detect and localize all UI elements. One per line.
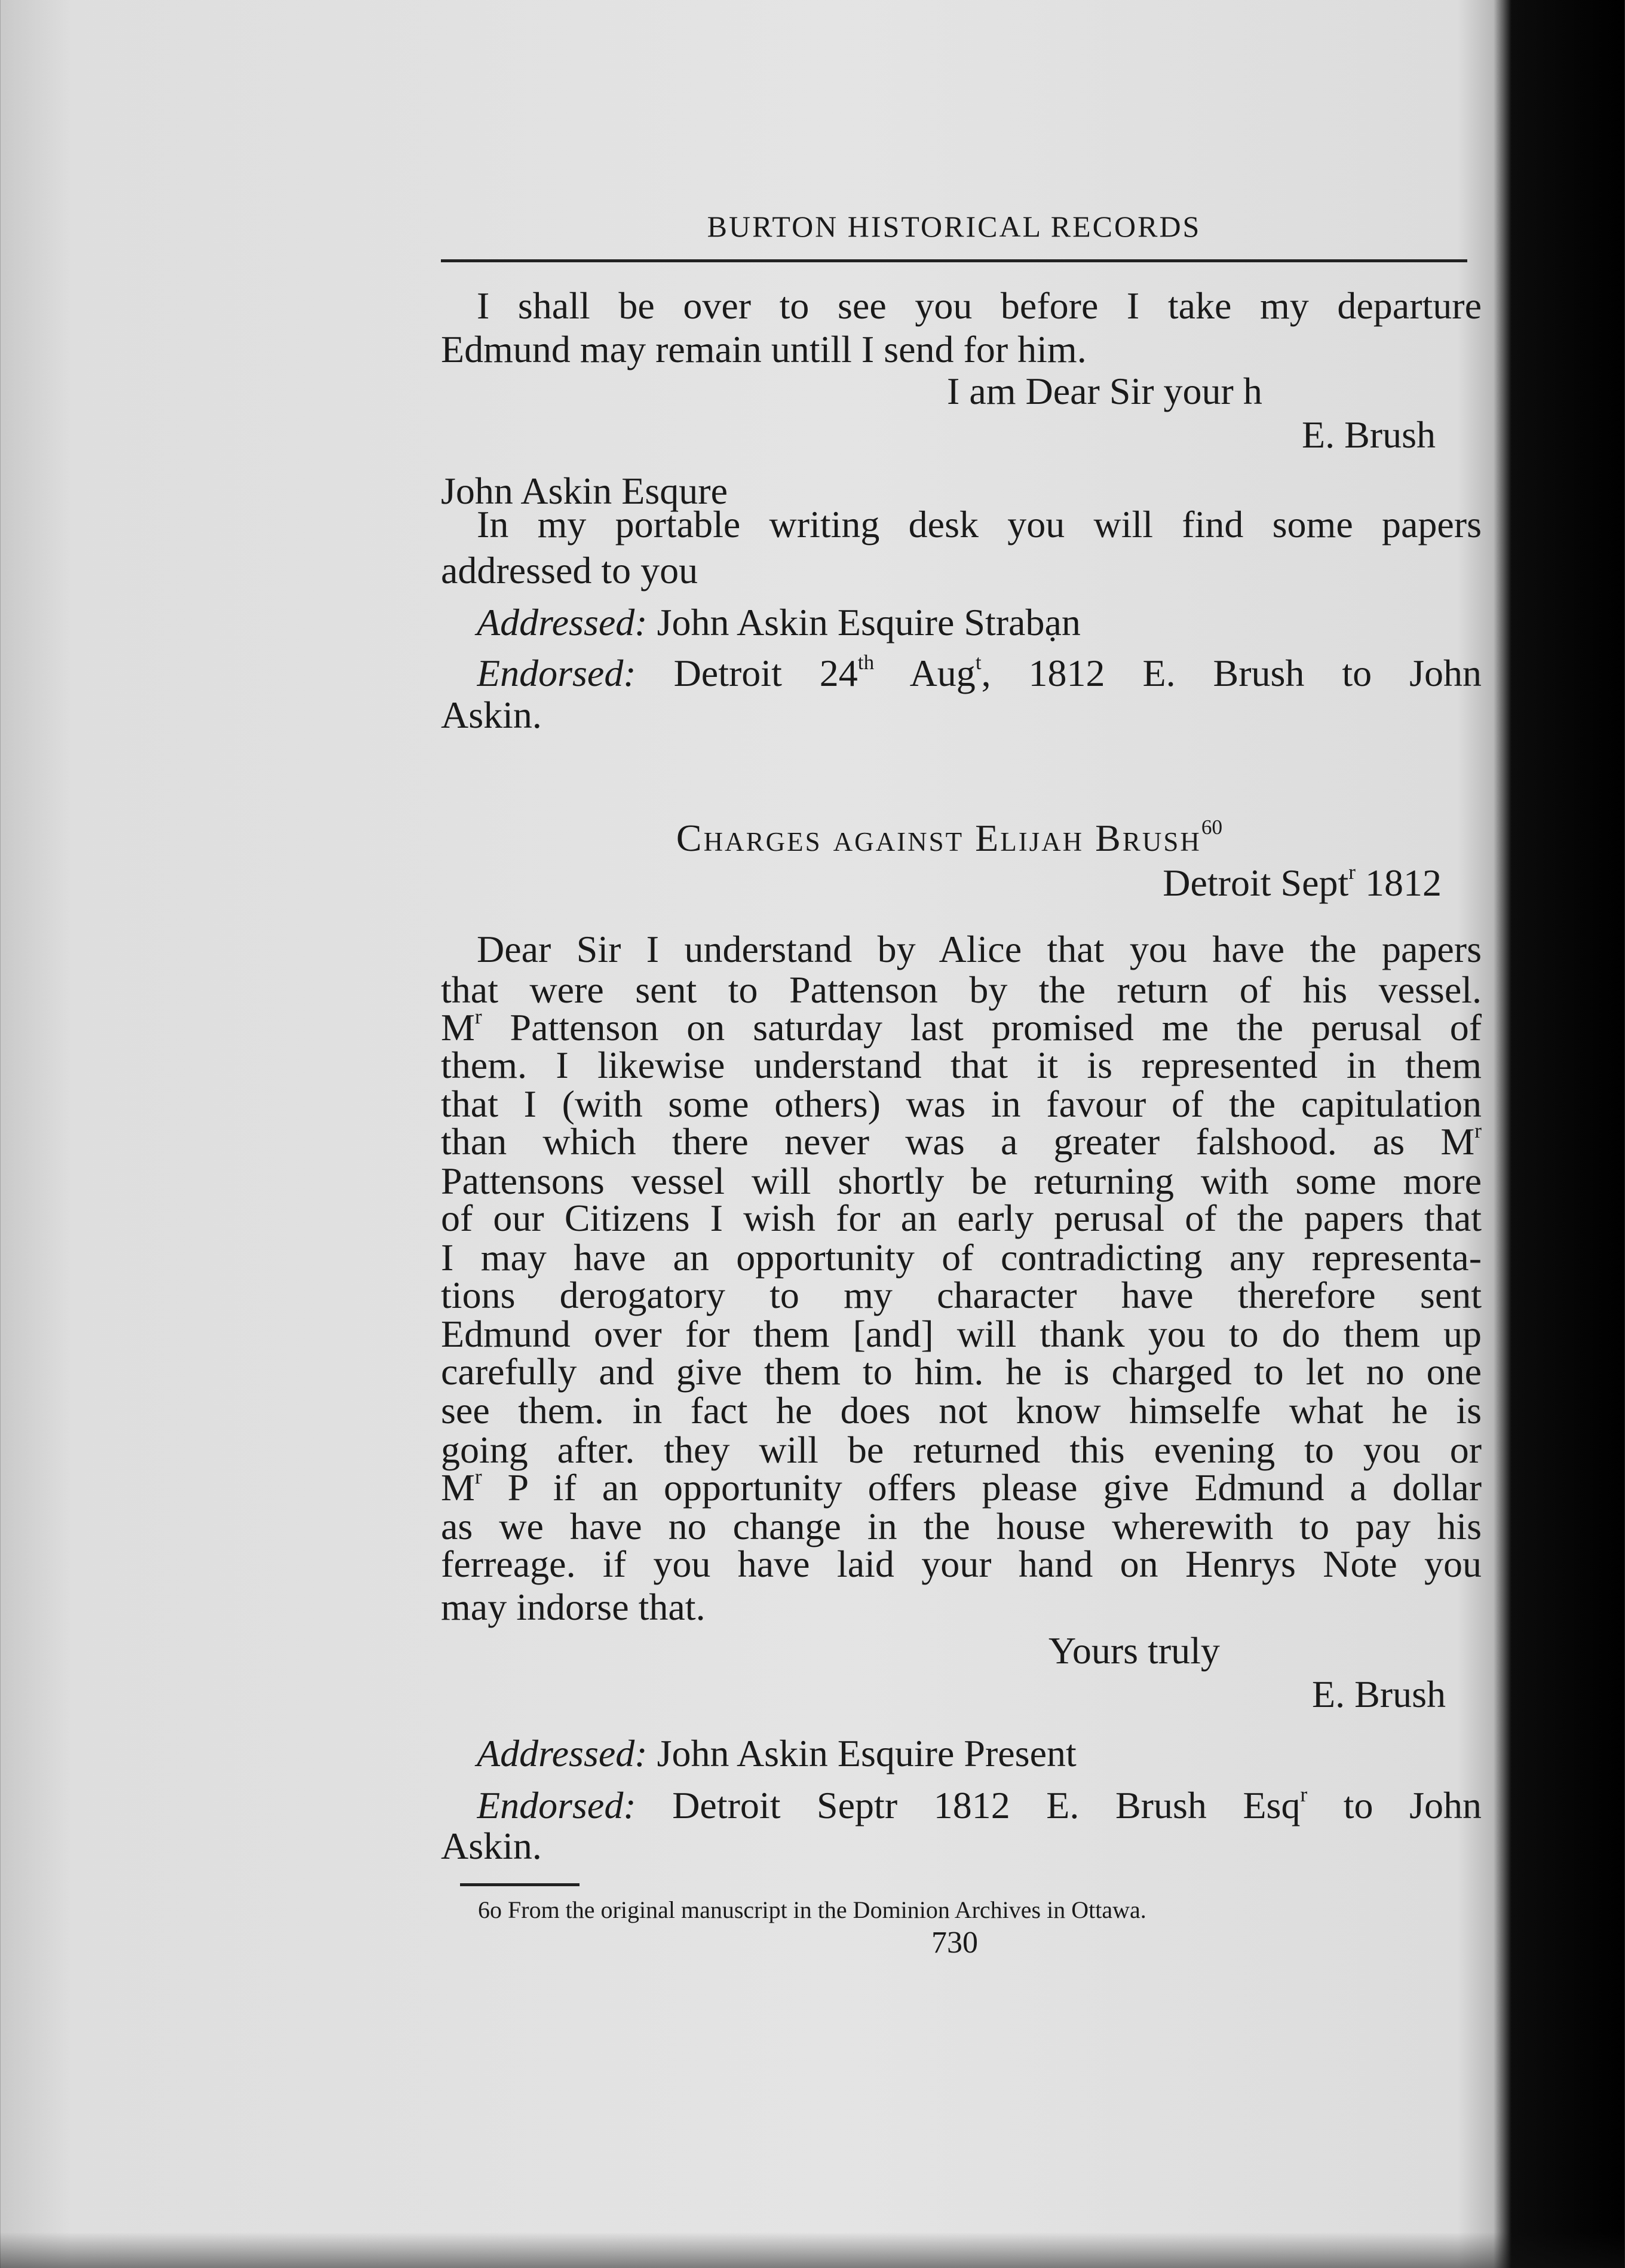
text-line <box>441 1542 1482 1586</box>
text-run: John Askin Esquire Strabạn <box>647 601 1081 643</box>
superscript: th <box>857 651 875 674</box>
text-line <box>441 1273 1482 1317</box>
text-run: Pattensons vessel will shortly be returning with some more <box>441 1160 1482 1202</box>
text-line <box>441 1466 1482 1509</box>
text-line <box>477 1783 1482 1827</box>
text-run: In my portable writing desk you will find some papers <box>477 503 1482 545</box>
text-run: going after. they will be returned this evening to you or <box>441 1429 1482 1471</box>
text-line <box>441 327 1482 371</box>
italic-label: Endorsed: <box>477 1784 636 1826</box>
superscript: r <box>1300 1783 1308 1806</box>
text-run: of our Citizens I wish for an early perusal of the papers that <box>441 1197 1482 1239</box>
text-run: may indorse that. <box>441 1586 706 1628</box>
text-run: Detroit Sept <box>1163 862 1349 904</box>
text-line <box>441 1585 1482 1629</box>
text-line <box>947 369 1425 413</box>
text-run: Detroit 24 <box>636 652 858 694</box>
italic-label: Addressed: <box>477 601 648 643</box>
text-line <box>441 1389 1482 1432</box>
text-run: M <box>441 1006 475 1049</box>
text-line <box>477 927 1482 971</box>
text-line <box>441 548 1482 592</box>
text-line <box>1048 1629 1526 1672</box>
superscript: r <box>474 1466 482 1488</box>
text-run: see them. in fact he does not know himselfe what he is <box>441 1389 1482 1432</box>
text-line <box>441 1043 1482 1087</box>
text-run: , 1812 E. Brush to John <box>981 652 1482 694</box>
text-line <box>477 502 1482 546</box>
superscript: r <box>1474 1120 1482 1142</box>
text-line <box>441 861 1442 905</box>
footnote-rule <box>460 1883 580 1886</box>
text-run: P if an opportunity offers please give Edmund a dollar <box>482 1466 1482 1509</box>
text-run: John Askin Esquire Present <box>647 1732 1077 1774</box>
text-line <box>477 284 1482 327</box>
scan-shadow <box>0 2232 1625 2268</box>
footnote: 6o From the original manuscript in the Dominion Archives in Ottawa. <box>478 1896 1146 1923</box>
text-run: to John <box>1307 1784 1482 1826</box>
text-line <box>441 1672 1446 1716</box>
text-run: I may have an opportunity of contradicting any representa- <box>441 1236 1482 1279</box>
text-line <box>441 1120 1482 1163</box>
text-run: ferreage. if you have laid your hand on Henrys Note you <box>441 1543 1482 1585</box>
text-run: Charges against Elijah Brush <box>676 817 1201 859</box>
text-run: M <box>441 1466 475 1509</box>
text-run: that I (with some others) was in favour of the capitulation <box>441 1083 1482 1125</box>
running-head: BURTON HISTORICAL RECORDS <box>707 210 1201 243</box>
section-heading <box>441 816 1458 860</box>
italic-label: Endorsed: <box>477 652 636 694</box>
text-line <box>441 1350 1482 1393</box>
text-run: Yours truly <box>1048 1629 1220 1672</box>
text-run: tions derogatory to my character have therefore sent <box>441 1274 1482 1316</box>
text-line <box>477 651 1482 695</box>
text-run: Detroit Septr 1812 E. Brush Esq <box>636 1784 1301 1826</box>
text-line <box>441 1824 1482 1868</box>
text-run: than which there never was a greater falshood. as M <box>441 1120 1475 1163</box>
text-run: I am Dear Sir your h <box>947 370 1262 412</box>
superscript: r <box>474 1006 482 1028</box>
superscript: t <box>975 651 982 674</box>
text-run: that were sent to Pattenson by the return of his vessel. <box>441 969 1482 1011</box>
text-run: 1812 <box>1356 862 1442 904</box>
text-run: addressed to you <box>441 549 698 591</box>
text-run: as we have no change in the house wherewith to pay his <box>441 1505 1482 1547</box>
text-line <box>441 693 1482 737</box>
text-run: Edmund may remain untill I send for him. <box>441 328 1087 370</box>
text-run: Askin. <box>441 694 542 736</box>
text-run: Pattenson on saturday last promised me the perusal of <box>482 1006 1482 1049</box>
italic-label: Addressed: <box>477 1732 648 1774</box>
text-run: them. I likewise understand that it is represented in them <box>441 1044 1482 1086</box>
text-line <box>441 1196 1482 1240</box>
superscript: r <box>1348 860 1356 884</box>
header-rule <box>441 259 1467 262</box>
page-number: 730 <box>931 1926 978 1960</box>
superscript: 60 <box>1201 815 1223 839</box>
text-run: E. Brush <box>1312 1673 1446 1715</box>
text-run: E. Brush <box>1302 413 1436 456</box>
text-run: carefully and give them to him. he is charged to let no one <box>441 1350 1482 1393</box>
text-line <box>477 1731 1517 1775</box>
text-run: Edmund over for them [and] will thank you to do them up <box>441 1313 1482 1355</box>
text-run: Dear Sir I understand by Alice that you have the papers <box>477 928 1482 970</box>
text-line <box>477 600 1517 644</box>
text-run: John Askin Esqure <box>441 470 728 512</box>
text-line <box>441 413 1436 456</box>
text-run: Askin. <box>441 1825 542 1867</box>
text-run: Aug <box>874 652 976 694</box>
text-run: I shall be over to see you before I take my departure <box>477 284 1482 327</box>
